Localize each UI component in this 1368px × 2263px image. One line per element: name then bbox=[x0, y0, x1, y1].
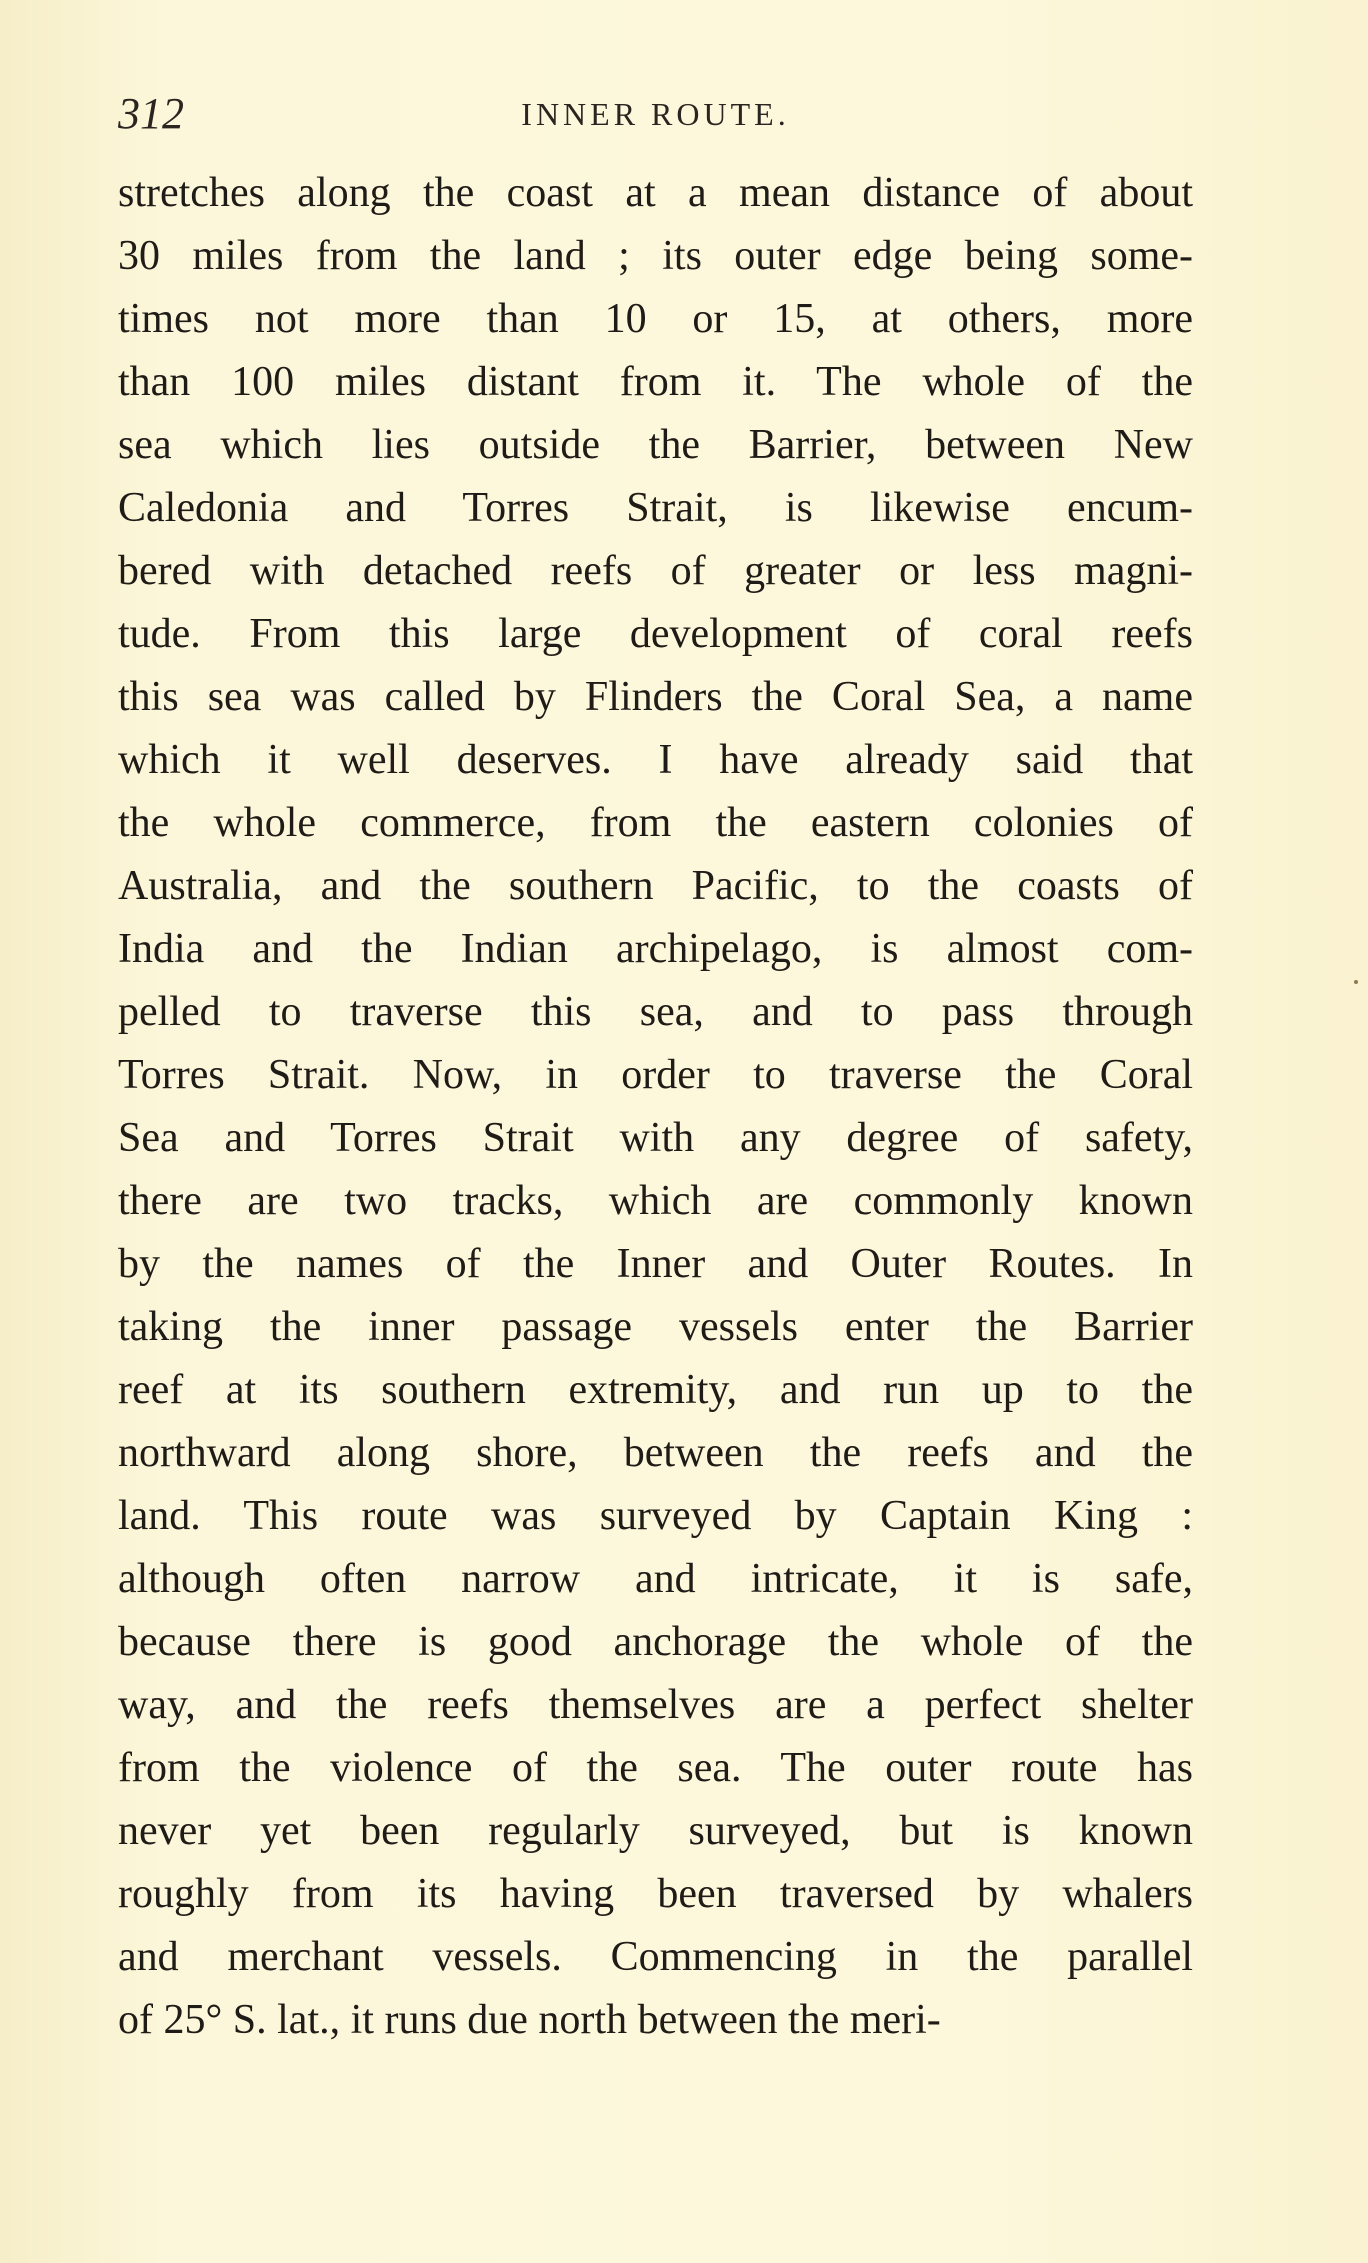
text-line: reef at its southern extremity, and run up to the bbox=[118, 1367, 1193, 1413]
text-line: because there is good anchorage the whole of the bbox=[118, 1619, 1193, 1665]
body-text bbox=[118, 162, 1193, 2052]
text-line: this sea was called by Flinders the Coral Sea, a name bbox=[118, 674, 1193, 720]
text-line: tude. From this large development of coral reefs bbox=[118, 611, 1193, 657]
text-line: bered with detached reefs of greater or less magni- bbox=[118, 548, 1193, 594]
text-line: which it well deserves. I have already said that bbox=[118, 737, 1193, 783]
text-line: stretches along the coast at a mean distance of about bbox=[118, 170, 1193, 216]
running-head: INNER ROUTE. bbox=[521, 96, 790, 132]
text-line: from the violence of the sea. The outer route has bbox=[118, 1745, 1193, 1791]
text-line: than 100 miles distant from it. The whole of the bbox=[118, 359, 1193, 405]
text-line: sea which lies outside the Barrier, between New bbox=[118, 422, 1193, 468]
text-line: by the names of the Inner and Outer Routes. In bbox=[118, 1241, 1193, 1287]
text-line: Caledonia and Torres Strait, is likewise encum- bbox=[118, 485, 1193, 531]
text-line: of 25° S. lat., it runs due north between the meri- bbox=[118, 1997, 941, 2043]
text-line: Australia, and the southern Pacific, to the coasts of bbox=[118, 863, 1193, 909]
text-line: India and the Indian archipelago, is almost com- bbox=[118, 926, 1193, 972]
page-header bbox=[118, 84, 1193, 144]
text-line: pelled to traverse this sea, and to pass through bbox=[118, 989, 1193, 1035]
page-number: 312 bbox=[118, 89, 184, 138]
text-line: and merchant vessels. Commencing in the parallel bbox=[118, 1934, 1193, 1980]
text-line: although often narrow and intricate, it is safe, bbox=[118, 1556, 1193, 1602]
text-line: way, and the reefs themselves are a perfect shelter bbox=[118, 1682, 1193, 1728]
text-line: the whole commerce, from the eastern colonies of bbox=[118, 800, 1193, 846]
text-line: roughly from its having been traversed by whalers bbox=[118, 1871, 1193, 1917]
text-line: Sea and Torres Strait with any degree of safety, bbox=[118, 1115, 1193, 1161]
paper-speck bbox=[1354, 980, 1358, 984]
text-line: times not more than 10 or 15, at others, more bbox=[118, 296, 1193, 342]
text-line: taking the inner passage vessels enter the Barrier bbox=[118, 1304, 1193, 1350]
text-line: northward along shore, between the reefs and the bbox=[118, 1430, 1193, 1476]
text-line: never yet been regularly surveyed, but is known bbox=[118, 1808, 1193, 1854]
text-line: land. This route was surveyed by Captain King : bbox=[118, 1493, 1193, 1539]
text-line: 30 miles from the land ; its outer edge being some- bbox=[118, 233, 1193, 279]
text-line: there are two tracks, which are commonly known bbox=[118, 1178, 1193, 1224]
text-line: Torres Strait. Now, in order to traverse the Coral bbox=[118, 1052, 1193, 1098]
